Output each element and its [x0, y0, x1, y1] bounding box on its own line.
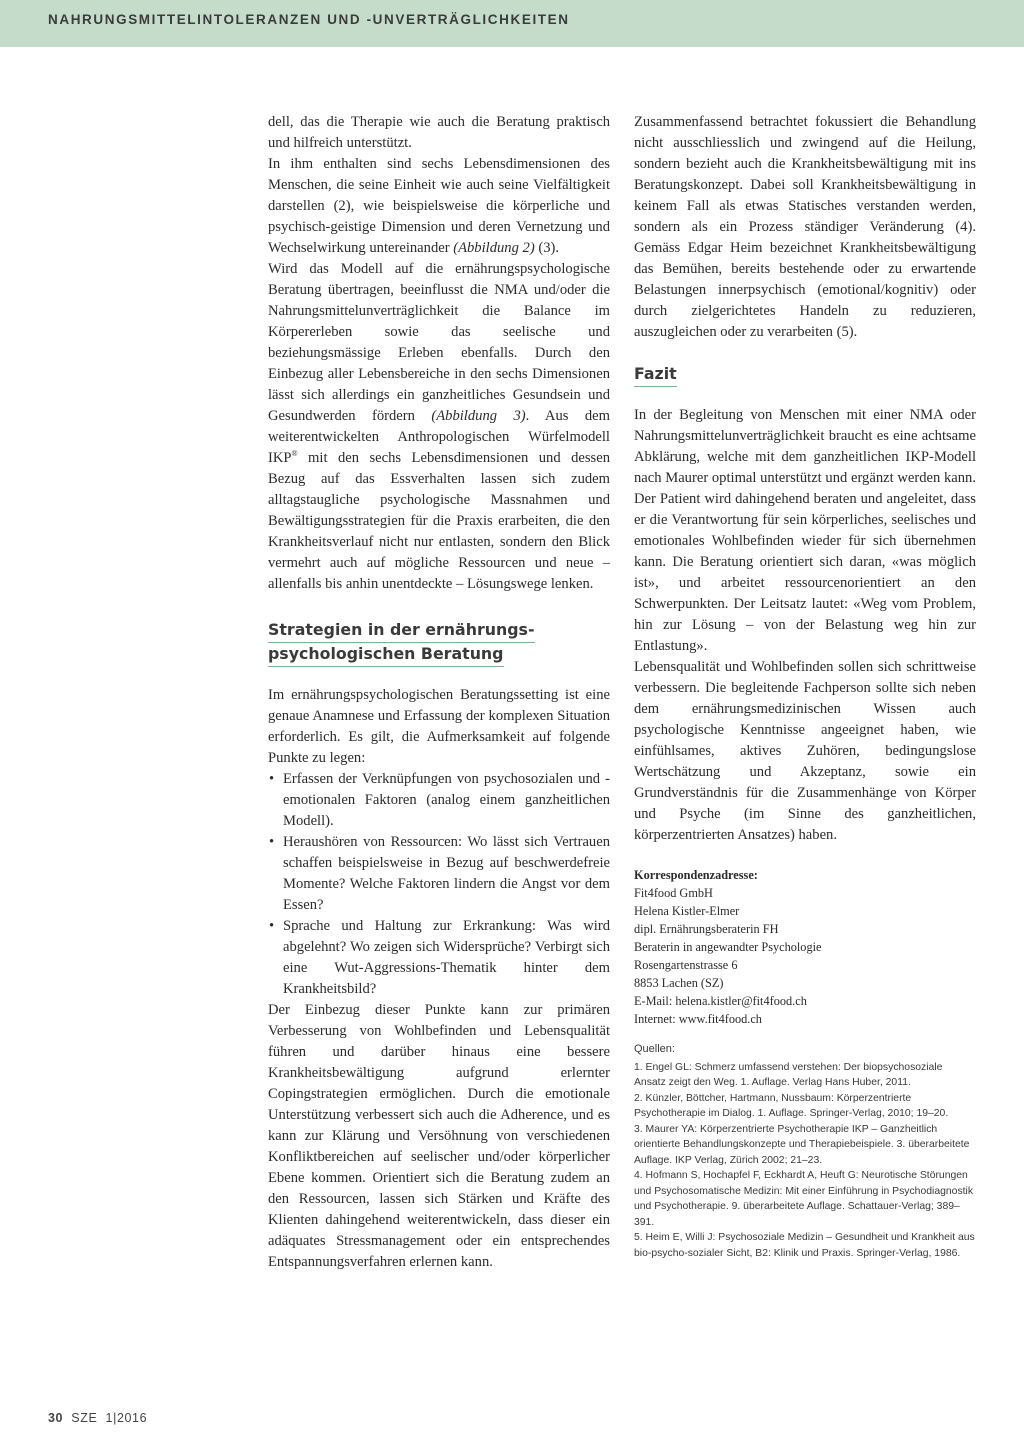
running-header-title: NAHRUNGSMITTELINTOLERANZEN UND -UNVERTRÄGLICHKEITEN [48, 12, 570, 27]
bullet-list [268, 769, 610, 1000]
address-heading: Korrespondenzadresse: [634, 868, 758, 882]
running-header [0, 0, 1024, 47]
references [634, 1042, 976, 1261]
paragraph: In ihm enthalten sind sechs Lebensdimensionen des Menschen, die seine Einheit wie auch seine Vielfältigkeit darstellen (2), wie beispielsweise die körperliche und psychisch-geistige Dimension und deren Vernetzung und Wechselwirkung untereinander (Abbildung 2) (3). [268, 156, 610, 256]
figure-reference: (Abbildung 2) [453, 240, 535, 256]
references-heading: Quellen: [634, 1043, 675, 1055]
section-heading-line: Fazit [634, 363, 677, 387]
page-number: 30 [48, 1411, 64, 1425]
section-heading [268, 619, 610, 667]
reference-item: 3. Maurer YA: Körperzentrierte Psychotherapie IKP – Ganzheitlich orientierte Behandlungskonzepte und Therapiebeispiele. 3. überarbeitete Auflage. IKP Verlag, Zürich 2002; 21–23. [634, 1123, 970, 1166]
reference-item: 2. Künzler, Böttcher, Hartmann, Nussbaum: Körperzentrierte Psychotherapie im Dialog. 1. Auflage. Springer-Verlag, 2010; 19–20. [634, 1092, 949, 1119]
section-heading [634, 363, 976, 387]
page-footer [48, 1411, 147, 1425]
correspondence-address [634, 866, 976, 1028]
address-line: Rosengartenstrasse 6 [634, 958, 738, 972]
reference-item: 1. Engel GL: Schmerz umfassend verstehen: Der biopsychosoziale Ansatz zeigt den Weg. 1. Auflage. Verlag Hans Huber, 2011. [634, 1061, 943, 1088]
website-line: Internet: www.fit4food.ch [634, 1012, 762, 1026]
left-column [268, 112, 610, 1273]
figure-reference: (Abbildung 3) [431, 408, 526, 424]
right-column [634, 112, 976, 1261]
paragraph: dell, das die Therapie wie auch die Beratung praktisch und hilfreich unterstützt. [268, 114, 610, 151]
address-line: 8853 Lachen (SZ) [634, 976, 724, 990]
section-heading-line: Strategien in der ernährungs- [268, 619, 535, 643]
issue-number: 1|2016 [105, 1411, 148, 1425]
paragraph: Im ernährungspsychologischen Beratungssetting ist eine genaue Anamnese und Erfassung der komplexen Situation erforderlich. Es gilt, die Aufmerksamkeit auf folgende Punkte zu legen: [268, 687, 610, 766]
reference-item: 5. Heim E, Willi J: Psychosoziale Medizin – Gesundheit und Krankheit aus bio-psycho-sozialer Sicht, B2: Klinik und Praxis. Springer-Verlag, 1986. [634, 1232, 975, 1259]
list-item: • Heraushören von Ressourcen: Wo lässt sich Vertrauen schaffen beispielsweise in Bezug auf beschwerdefreie Momente? Welche Faktoren lindern die Angst vor dem Essen? [268, 832, 610, 916]
address-line: Beraterin in angewandter Psychologie [634, 940, 822, 954]
paragraph: Lebensqualität und Wohlbefinden sollen sich schrittweise verbessern. Die begleitende Fachperson sollte sich neben dem ernährungsmedizinischen Wissen auch psychologische Kenntnisse angeeignet haben, wie einfühlsames, aktives Zuhören, bedingungslose Wertschätzung und Akzeptanz, sowie ein Grundverständnis für die Zusammenhänge von Körper und Psyche (im Sinne des ganzheitlichen, körperzentrierten Ansatzes) haben. [634, 659, 976, 843]
address-line: Helena Kistler-Elmer [634, 904, 740, 918]
section-heading-line: psychologischen Beratung [268, 643, 504, 667]
paragraph: Der Einbezug dieser Punkte kann zur primären Verbesserung von Wohlbefinden und Lebensqualität führen und darüber hinaus eine bessere Krankheitsbewältigung aufgrund erlernter Copingstrategien ermöglichen. Durch die emotionale Unterstützung verbessert sich auch die Adherence, und es kann zur Klärung und Versöhnung von verschiedenen Konfliktbereichen auf seelischer und/oder körperlicher Ebene kommen. Orientiert sich die Beratung zudem an den Ressourcen, lassen sich Stärken und Kräfte des Klienten dahingehend weiterentwickeln, dass dieser ein adäquates Stressmanagement oder ein entsprechendes Entspannungsverfahren erlernen kann. [268, 1002, 610, 1270]
paragraph: Zusammenfassend betrachtet fokussiert die Behandlung nicht ausschliesslich und zwingend auf die Heilung, sondern bezieht auch die Krankheitsbewältigung mit ins Beratungskonzept. Dabei soll Krankheitsbewältigung in keinem Fall als etwas Statisches verstanden werden, sondern als ein Prozess ständiger Veränderung (4). Gemäss Edgar Heim bezeichnet Krankheitsbewältigung das Bemühen, bereits bestehende oder zu erwartende Belastungen innerpsychisch (emotional/kognitiv) oder durch zielgerichtetes Handeln zu reduzieren, auszugleichen oder zu verarbeiten (5). [634, 114, 976, 340]
list-item: • Sprache und Haltung zur Erkrankung: Was wird abgelehnt? Wo zeigen sich Widersprüche? Verbirgt sich eine Wut-Aggressions-Thematik hinter dem Krankheitsbild? [268, 916, 610, 1000]
list-item: • Erfassen der Verknüpfungen von psychosozialen und -emotionalen Faktoren (analog einem ganzheitlichen Modell). [268, 769, 610, 832]
reference-item: 4. Hofmann S, Hochapfel F, Eckhardt A, Heuft G: Neurotische Störungen und Psychosomatische Medizin: Mit einer Einführung in Psychodiagnostik und Psychotherapie. 9. überarbeitete Auflage. Schattauer-Verlag; 389–391. [634, 1170, 974, 1228]
email-line: E-Mail: helena.kistler@fit4food.ch [634, 994, 807, 1008]
address-line: Fit4food GmbH [634, 886, 713, 900]
journal-name: SZE [71, 1411, 98, 1425]
paragraph: Wird das Modell auf die ernährungspsychologische Beratung übertragen, beeinflusst die NMA und/oder die Nahrungsmittelunverträglichkeit die Balance im Körpererleben sowie das seelische und beziehungsmässige Erleben ebenfalls. Durch den Einbezug aller Lebensbereiche in den sechs Dimensionen lässt sich allerdings ein ganzheitliches Gesundsein und Gesundwerden fördern (Abbildung 3). Aus dem weiterentwickelten Anthropologischen Würfelmodell IKP® mit den sechs Lebensdimensionen und dessen Bezug auf das Essverhalten lassen sich zudem alltagstaugliche psychologische Massnahmen und Bewältigungsstrategien für die Praxis erarbeiten, die den Krankheitsverlauf nicht nur entlasten, sondern den Blick vermehrt auch auf mögliche Ressourcen und neue – allenfalls bis anhin unentdeckte – Lösungswege lenken. [268, 261, 611, 592]
registered-mark: ® [291, 449, 298, 459]
address-line: dipl. Ernährungsberaterin FH [634, 922, 779, 936]
paragraph: In der Begleitung von Menschen mit einer NMA oder Nahrungsmittelunverträglichkeit braucht es eine achtsame Abklärung, welche mit dem ganzheitlichen IKP-Modell nach Maurer optimal unterstützt und ergänzt werden kann. Der Patient wird dahingehend beraten und angeleitet, dass er die Verantwortung für sein körperliches, seelisches und emotionales Wohlbefinden wieder für sich übernehmen kann. Die Beratung orientiert sich daran, «was möglich ist», und arbeitet ressourcenorientiert an den Schwerpunkten. Der Leitsatz lautet: «Weg vom Problem, hin zur Lösung – von der Belastung weg hin zur Entlastung». [634, 407, 976, 654]
